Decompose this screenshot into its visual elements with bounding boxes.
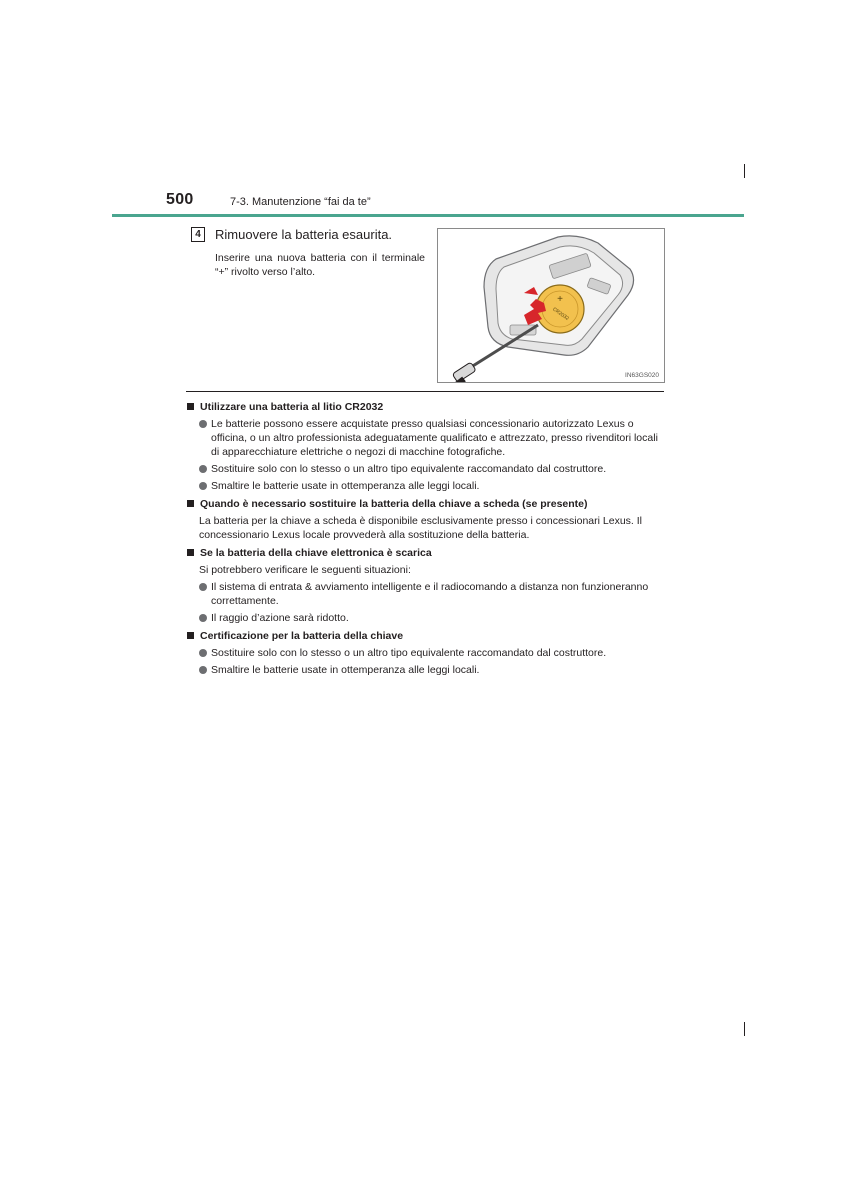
step-number-badge: 4: [191, 227, 205, 242]
list-item: [198, 580, 666, 608]
list-item: [198, 611, 666, 625]
battery-plus-sign: +: [557, 294, 563, 305]
note-heading: [186, 629, 666, 643]
list-item: [198, 663, 666, 677]
list-item-text: Smaltire le batterie usate in ottemperanza alle leggi locali.: [211, 480, 480, 492]
list-item-text: Il sistema di entrata & avviamento intelligente e il radiocomando a distanza non funzioneranno correttamente.: [211, 581, 649, 607]
crop-mark-top: [744, 164, 745, 178]
note-paragraph: La batteria per la chiave a scheda è disponibile esclusivamente presso i concessionari Lexus. Il concessionario Lexus locale provvederà alla sostituzione della batteria.: [199, 515, 642, 541]
note-heading: [186, 400, 666, 414]
note-section: [186, 546, 666, 625]
list-item: [198, 417, 666, 459]
page-number: 500: [166, 191, 194, 208]
step-title: Rimuovere la batteria esaurita.: [215, 227, 393, 242]
list-item: [198, 479, 666, 493]
list-item-text: Sostituire solo con lo stesso o un altro tipo equivalente raccomandato dal costruttore.: [211, 647, 607, 659]
figure-code: IN63GS020: [625, 372, 659, 379]
note-heading-text: Utilizzare una batteria al litio CR2032: [200, 401, 384, 413]
header-rule: [112, 214, 744, 217]
list-item-text: Sostituire solo con lo stesso o un altro tipo equivalente raccomandato dal costruttore.: [211, 463, 607, 475]
note-heading: [186, 546, 666, 560]
note-heading-text: Quando è necessario sostituire la batteria della chiave a scheda (se presente): [200, 498, 588, 510]
round-bullet-icon: [199, 465, 207, 473]
list-item-text: Le batterie possono essere acquistate presso qualsiasi concessionario autorizzato Lexus o officina, o un altro professionista adeguatamente qualificato e attrezzato, presso rivenditori locali di apparecchiature elettriche o negozi di macchine fotografiche.: [211, 418, 658, 458]
crop-mark-bottom: [744, 1022, 745, 1036]
note-section: [186, 497, 666, 542]
section-title: 7-3. Manutenzione “fai da te”: [230, 196, 371, 208]
round-bullet-icon: [199, 482, 207, 490]
round-bullet-icon: [199, 649, 207, 657]
round-bullet-icon: [199, 583, 207, 591]
section-divider: [186, 391, 664, 392]
list-item-text: Il raggio d’azione sarà ridotto.: [211, 612, 349, 624]
note-heading-text: Se la batteria della chiave elettronica è scarica: [200, 547, 432, 559]
step-instruction: Inserire una nuova batteria con il terminale “+” rivolto verso l’alto.: [215, 252, 425, 278]
note-heading: [186, 497, 666, 511]
round-bullet-icon: [199, 666, 207, 674]
key-fob-drawing: [438, 229, 664, 382]
list-item: [198, 462, 666, 476]
list-item-text: Smaltire le batterie usate in ottemperanza alle leggi locali.: [211, 664, 480, 676]
note-section: [186, 629, 666, 677]
note-section: [186, 400, 666, 493]
list-item: [198, 646, 666, 660]
square-bullet-icon: [187, 549, 194, 556]
key-battery-illustration: [437, 228, 665, 383]
note-paragraph: Si potrebbero verificare le seguenti situazioni:: [199, 564, 411, 576]
battery-model-label: CR2032: [551, 306, 570, 322]
square-bullet-icon: [187, 500, 194, 507]
round-bullet-icon: [199, 420, 207, 428]
notes-content: [186, 400, 666, 681]
round-bullet-icon: [199, 614, 207, 622]
square-bullet-icon: [187, 403, 194, 410]
square-bullet-icon: [187, 632, 194, 639]
note-heading-text: Certificazione per la batteria della chiave: [200, 630, 404, 642]
